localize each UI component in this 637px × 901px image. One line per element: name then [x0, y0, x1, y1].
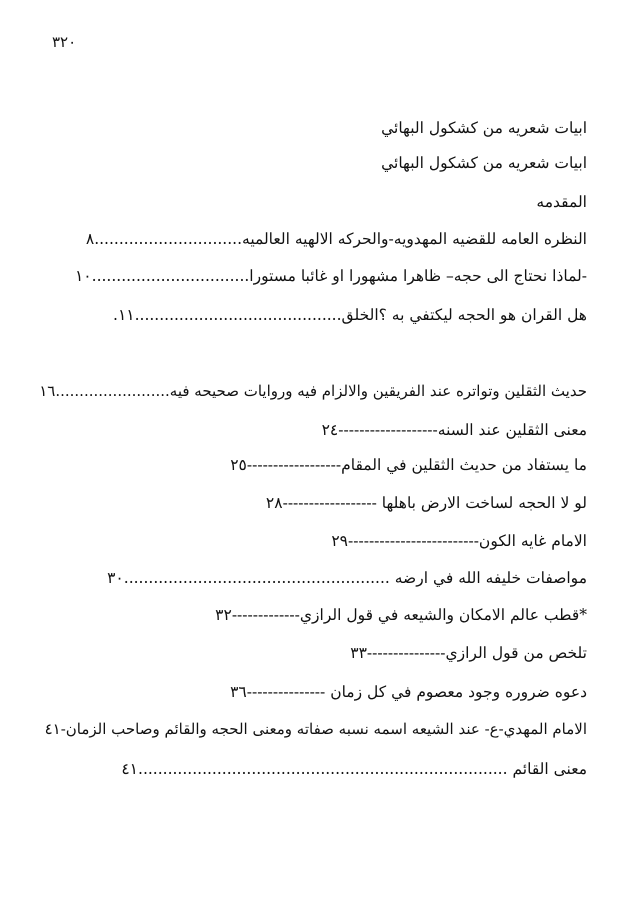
toc-entry: *قطب عالم الامكان والشيعه في قول الرازي-------------٣٢	[215, 606, 587, 624]
toc-entry: ابيات شعريه من كشكول البهائي	[381, 119, 587, 137]
page-number: ٣٢٠	[52, 33, 77, 51]
toc-entry: الامام غايه الكون-------------------------٢٩	[331, 532, 587, 550]
toc-entry: دعوه ضروره وجود معصوم في كل زمان ---------------٣٦	[230, 683, 587, 701]
toc-entry: معنى الثقلين عند السنه-------------------٢٤	[321, 421, 587, 439]
toc-entry: حديث الثقلين وتواتره عند الفريقين والالزام فيه وروايات صحيحه فيه........................١٦	[39, 382, 587, 400]
toc-entry: النظره العامه للقضيه المهدويه-والحركه الالهيه العالميه..............................٨	[85, 230, 587, 248]
toc-entry: هل القران هو الحجه ليكتفي به ؟الخلق..........................................١١.	[113, 306, 587, 324]
toc-entry: ما يستفاد من حديث الثقلين في المقام------------------٢٥	[230, 456, 587, 474]
toc-entry: -لماذا نحتاج الى حجه– ظاهرا مشهورا او غائبا مستورا................................١٠	[74, 267, 587, 285]
toc-entry: المقدمه	[536, 193, 587, 211]
toc-entry: الامام المهدي-ع- عند الشيعه اسمه نسبه صفاته ومعنى الحجه والقائم وصاحب الزمان-٤١	[44, 720, 587, 738]
toc-entry: معنى القائم ...........................................................................٤١	[121, 760, 587, 778]
toc-entry: ابيات شعريه من كشكول البهائي	[381, 154, 587, 172]
toc-entry: لو لا الحجه لساخت الارض باهلها ------------------٢٨	[265, 494, 587, 512]
toc-entry: تلخص من قول الرازي---------------٣٣	[350, 644, 587, 662]
toc-entry: مواصفات خليفه الله في ارضه ......................................................٣٠	[107, 569, 587, 587]
